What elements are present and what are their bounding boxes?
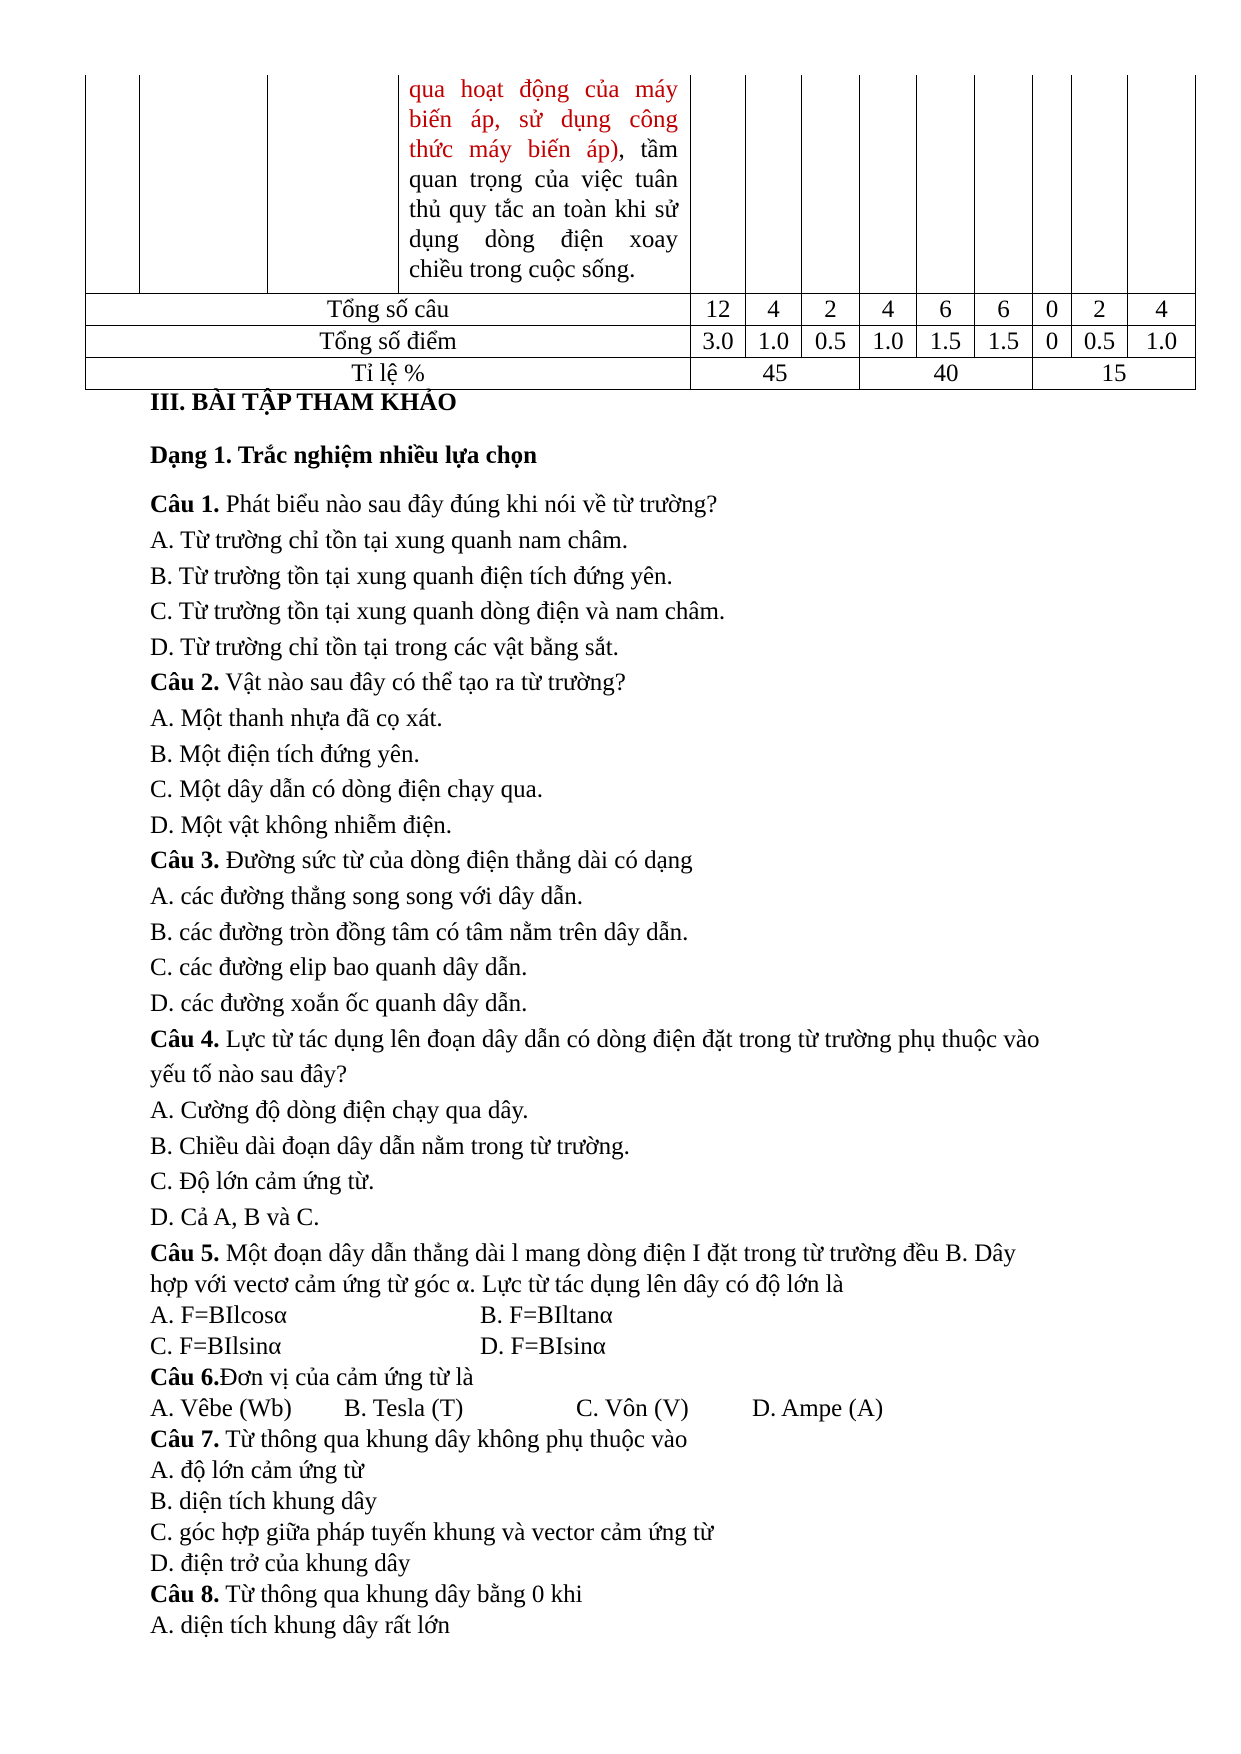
option: C. Từ trường tồn tại xung quanh dòng điện và nam châm. <box>150 598 726 625</box>
table-cell <box>860 75 917 294</box>
description-line <box>409 135 678 165</box>
question-text: Từ thông qua khung dây không phụ thuộc vào <box>219 1426 688 1453</box>
table-cell: 40 <box>860 358 1033 390</box>
table-row-total-questions <box>86 294 1196 326</box>
option: C. góc hợp giữa pháp tuyến khung và vector cảm ứng từ <box>150 1519 714 1546</box>
table-cell: 3.0 <box>691 326 746 358</box>
row-label: Tổng số câu <box>86 294 691 326</box>
option: A. diện tích khung dây rất lớn <box>150 1612 450 1639</box>
option: A. Từ trường chỉ tồn tại xung quanh nam châm. <box>150 527 628 554</box>
table-cell <box>86 75 140 294</box>
question-text: Phát biểu nào sau đây đúng khi nói về từ trường? <box>219 491 718 518</box>
description-line: dụng dòng điện xoay <box>409 226 678 253</box>
table-cell: 0.5 <box>802 326 860 358</box>
description-line: chiều trong cuộc sống. <box>409 256 636 283</box>
table-cell <box>691 75 746 294</box>
subsection-title: Dạng 1. Trắc nghiệm nhiều lựa chọn <box>150 442 538 469</box>
question-label: Câu 7. <box>150 1426 220 1453</box>
question-text: Một đoạn dây dẫn thẳng dài l mang dòng điện I đặt trong từ trường đều B. Dây <box>219 1240 1016 1267</box>
option: D. điện trở của khung dây <box>150 1550 411 1577</box>
question-4 <box>150 1025 1039 1055</box>
option: B. diện tích khung dây <box>150 1488 378 1515</box>
option: D. các đường xoắn ốc quanh dây dẫn. <box>150 990 528 1017</box>
table-row-percentage <box>86 358 1196 390</box>
table-cell <box>746 75 802 294</box>
option: C. Vôn (V) <box>576 1395 689 1422</box>
table-cell: 45 <box>691 358 860 390</box>
table-cell <box>1128 75 1196 294</box>
option: A. các đường thẳng song song với dây dẫn. <box>150 883 583 910</box>
table-cell: 1.5 <box>917 326 975 358</box>
table-cell: 6 <box>917 294 975 326</box>
option: A. Cường độ dòng điện chạy qua dây. <box>150 1097 529 1124</box>
question-label: Câu 6. <box>150 1364 220 1391</box>
table-cell <box>802 75 860 294</box>
question-text: Đơn vị của cảm ứng từ là <box>219 1364 474 1391</box>
question-label: Câu 8. <box>150 1581 220 1608</box>
table-cell: 1.5 <box>975 326 1033 358</box>
option: B. F=BIltanα <box>480 1302 613 1329</box>
question-label: Câu 1. <box>150 491 220 518</box>
question-5 <box>150 1239 1016 1269</box>
table-cell <box>140 75 268 294</box>
table-cell: 12 <box>691 294 746 326</box>
matrix-table <box>85 75 1196 390</box>
question-label: Câu 2. <box>150 669 220 696</box>
option: C. F=BIlsinα <box>150 1333 282 1360</box>
description-line: biến áp, sử dụng công <box>409 106 678 133</box>
question-text: Đường sức từ của dòng điện thẳng dài có dạng <box>219 847 693 874</box>
question-2 <box>150 668 626 698</box>
option: B. Một điện tích đứng yên. <box>150 741 420 768</box>
question-text-continued: yếu tố nào sau đây? <box>150 1061 348 1088</box>
table-cell: 0 <box>1033 326 1072 358</box>
table-cell: 4 <box>746 294 802 326</box>
option: C. Độ lớn cảm ứng từ. <box>150 1168 375 1195</box>
table-cell <box>1033 75 1072 294</box>
table-row-description <box>86 75 1196 294</box>
table-cell: 6 <box>975 294 1033 326</box>
question-3 <box>150 846 693 876</box>
option: A. Một thanh nhựa đã cọ xát. <box>150 705 443 732</box>
option: B. Chiều dài đoạn dây dẫn nằm trong từ trường. <box>150 1133 630 1160</box>
question-text-continued: hợp với vectơ cảm ứng từ góc α. Lực từ tác dụng lên dây có độ lớn là <box>150 1271 844 1298</box>
table-cell: 15 <box>1033 358 1196 390</box>
question-label: Câu 3. <box>150 847 220 874</box>
table-cell: 2 <box>802 294 860 326</box>
table-cell <box>1072 75 1128 294</box>
table-cell: 2 <box>1072 294 1128 326</box>
option: A. Vêbe (Wb) <box>150 1395 292 1422</box>
table-cell: 1.0 <box>1128 326 1196 358</box>
question-6 <box>150 1363 474 1393</box>
table-cell: 4 <box>860 294 917 326</box>
option: D. Ampe (A) <box>752 1395 884 1422</box>
question-1 <box>150 490 717 520</box>
option: B. các đường tròn đồng tâm có tâm nằm trên dây dẫn. <box>150 919 689 946</box>
question-label: Câu 4. <box>150 1026 220 1053</box>
table-cell <box>268 75 399 294</box>
table-cell: 4 <box>1128 294 1196 326</box>
option: D. Cả A, B và C. <box>150 1204 320 1231</box>
table-cell: 1.0 <box>746 326 802 358</box>
description-cell <box>399 75 691 294</box>
description-black-part: , tầm <box>618 136 678 163</box>
option: C. Một dây dẫn có dòng điện chạy qua. <box>150 776 543 803</box>
row-label: Tổng số điểm <box>86 326 691 358</box>
option: A. F=BIlcosα <box>150 1302 287 1329</box>
row-label: Tỉ lệ % <box>86 358 691 390</box>
option: B. Tesla (T) <box>344 1395 464 1422</box>
option: D. F=BIsinα <box>480 1333 606 1360</box>
section-title: III. BÀI TẬP THAM KHẢO <box>150 389 457 416</box>
option: C. các đường elip bao quanh dây dẫn. <box>150 954 528 981</box>
option: B. Từ trường tồn tại xung quanh điện tích đứng yên. <box>150 563 673 590</box>
table-cell: 1.0 <box>860 326 917 358</box>
option: D. Từ trường chỉ tồn tại trong các vật bằng sắt. <box>150 634 619 661</box>
description-line: thủ quy tắc an toàn khi sử <box>409 196 678 223</box>
table-cell: 0 <box>1033 294 1072 326</box>
table-cell: 0.5 <box>1072 326 1128 358</box>
question-label: Câu 5. <box>150 1240 220 1267</box>
question-text: Vật nào sau đây có thể tạo ra từ trường? <box>219 669 626 696</box>
option: D. Một vật không nhiễm điện. <box>150 812 453 839</box>
question-7 <box>150 1425 687 1455</box>
table-cell <box>975 75 1033 294</box>
question-8 <box>150 1580 583 1610</box>
table-cell <box>917 75 975 294</box>
question-text: Từ thông qua khung dây bằng 0 khi <box>219 1581 583 1608</box>
description-red-part: thức máy biến áp) <box>409 136 619 163</box>
description-line: qua hoạt động của máy <box>409 76 678 103</box>
table-row-total-points <box>86 326 1196 358</box>
description-line: quan trọng của việc tuân <box>409 166 678 193</box>
question-text: Lực từ tác dụng lên đoạn dây dẫn có dòng điện đặt trong từ trường phụ thuộc vào <box>219 1026 1040 1053</box>
option: A. độ lớn cảm ứng từ <box>150 1457 364 1484</box>
